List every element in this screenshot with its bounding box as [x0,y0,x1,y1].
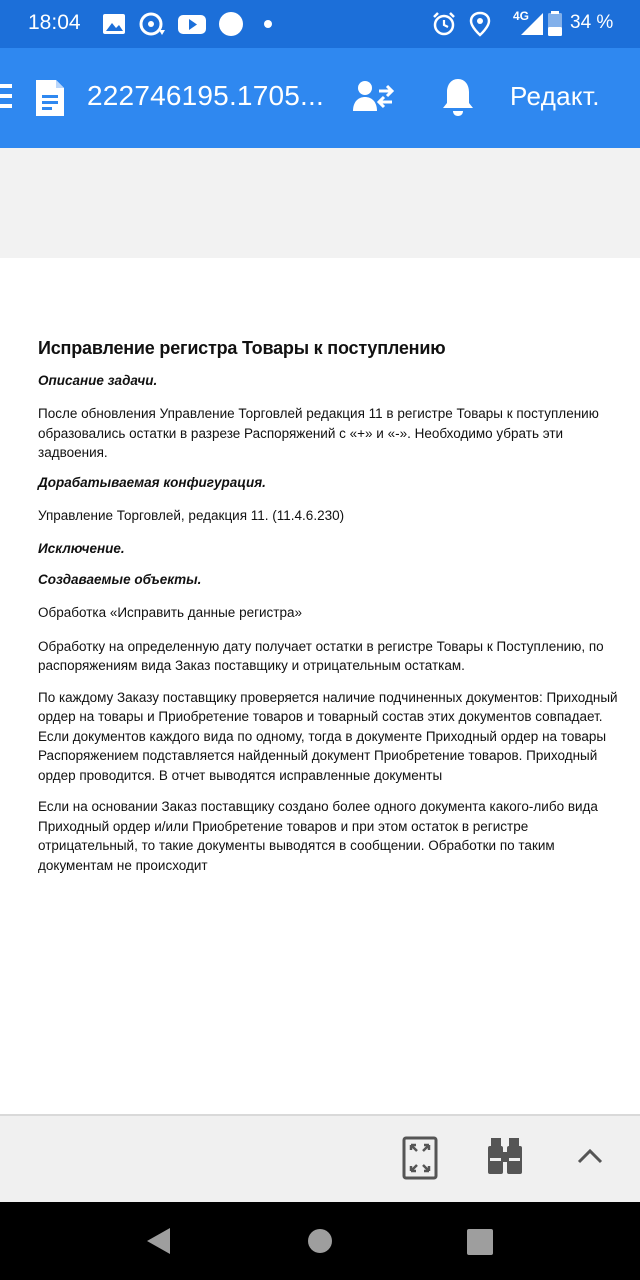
document-content [38,338,628,887]
recents-icon[interactable] [466,1228,494,1256]
circle-icon [217,10,245,38]
alarm-icon [430,10,458,38]
config-label: Дорабатываемая конфигурация. [38,474,266,490]
document-top-margin [0,148,640,258]
objects-text: Обработка «Исправить данные регистра» [38,605,303,620]
image-icon [102,10,126,38]
binoculars-icon[interactable] [486,1136,524,1176]
task-text: После обновления Управление Торговлей редакция 11 в регистре Товары к поступлению образовались остатки в разрезе Распоряжений с «+» и «-». Необходимо убрать эти задвоения. [38,406,599,460]
edit-button[interactable]: Редакт. [510,81,600,111]
exception-label: Исключение. [38,541,125,556]
task-label: Описание задачи. [38,373,158,388]
status-bar [0,0,640,48]
document-page[interactable] [0,258,640,1114]
home-icon[interactable] [306,1227,334,1255]
location-icon [468,10,492,38]
bottom-toolbar [0,1114,640,1202]
bell-icon[interactable] [441,76,475,118]
paragraph-2: По каждому Заказу поставщику проверяется наличие подчиненных документов: Приходный ордер на товары и Приобретение товаров и товарный состав этих документов совпадает. Если документов каждого вида по одному, тогда в документе Приходный ордер на товары Распоряжением подставляется найденный документ Приобретение товаров. Приходный ордер проводится. В отчет выводятся исправленные документы [38,689,618,783]
document-title[interactable]: 222746195.1705... [87,80,324,111]
document-heading: Исправление регистра Товары к поступлению [38,338,446,358]
chevron-up-icon[interactable] [576,1146,604,1166]
sync-icon [139,10,167,38]
document-icon [34,78,66,118]
signal-icon [519,10,545,38]
fullscreen-icon[interactable] [402,1136,438,1180]
network-label: 4G [513,9,530,23]
config-text: Управление Торговлей, редакция 11. (11.4.6.230) [38,507,345,523]
share-users-icon[interactable] [352,78,394,118]
menu-icon[interactable] [0,84,12,108]
back-icon[interactable] [144,1226,172,1256]
youtube-icon [177,10,207,38]
dot-icon [262,10,274,38]
app-bar [0,48,640,148]
battery-percent: 34 % [570,12,614,33]
objects-label: Создаваемые объекты. [38,572,202,587]
battery-icon [547,10,563,38]
navigation-bar [0,1202,640,1280]
paragraph-1: Обработку на определенную дату получает остатки в регистре Товары к Поступлению, по распоряжениям вида Заказ поставщику и отрицательным остаткам. [38,638,604,673]
paragraph-3: Если на основании Заказ поставщику создано более одного документа какого-либо вида Приходный ордер и/или Приобретение товаров и при этом остаток в регистре отрицательный, то такие документы выводятся в сообщении. Обработки по таким документам не происходит [38,799,598,873]
status-time: 18:04 [28,11,81,34]
